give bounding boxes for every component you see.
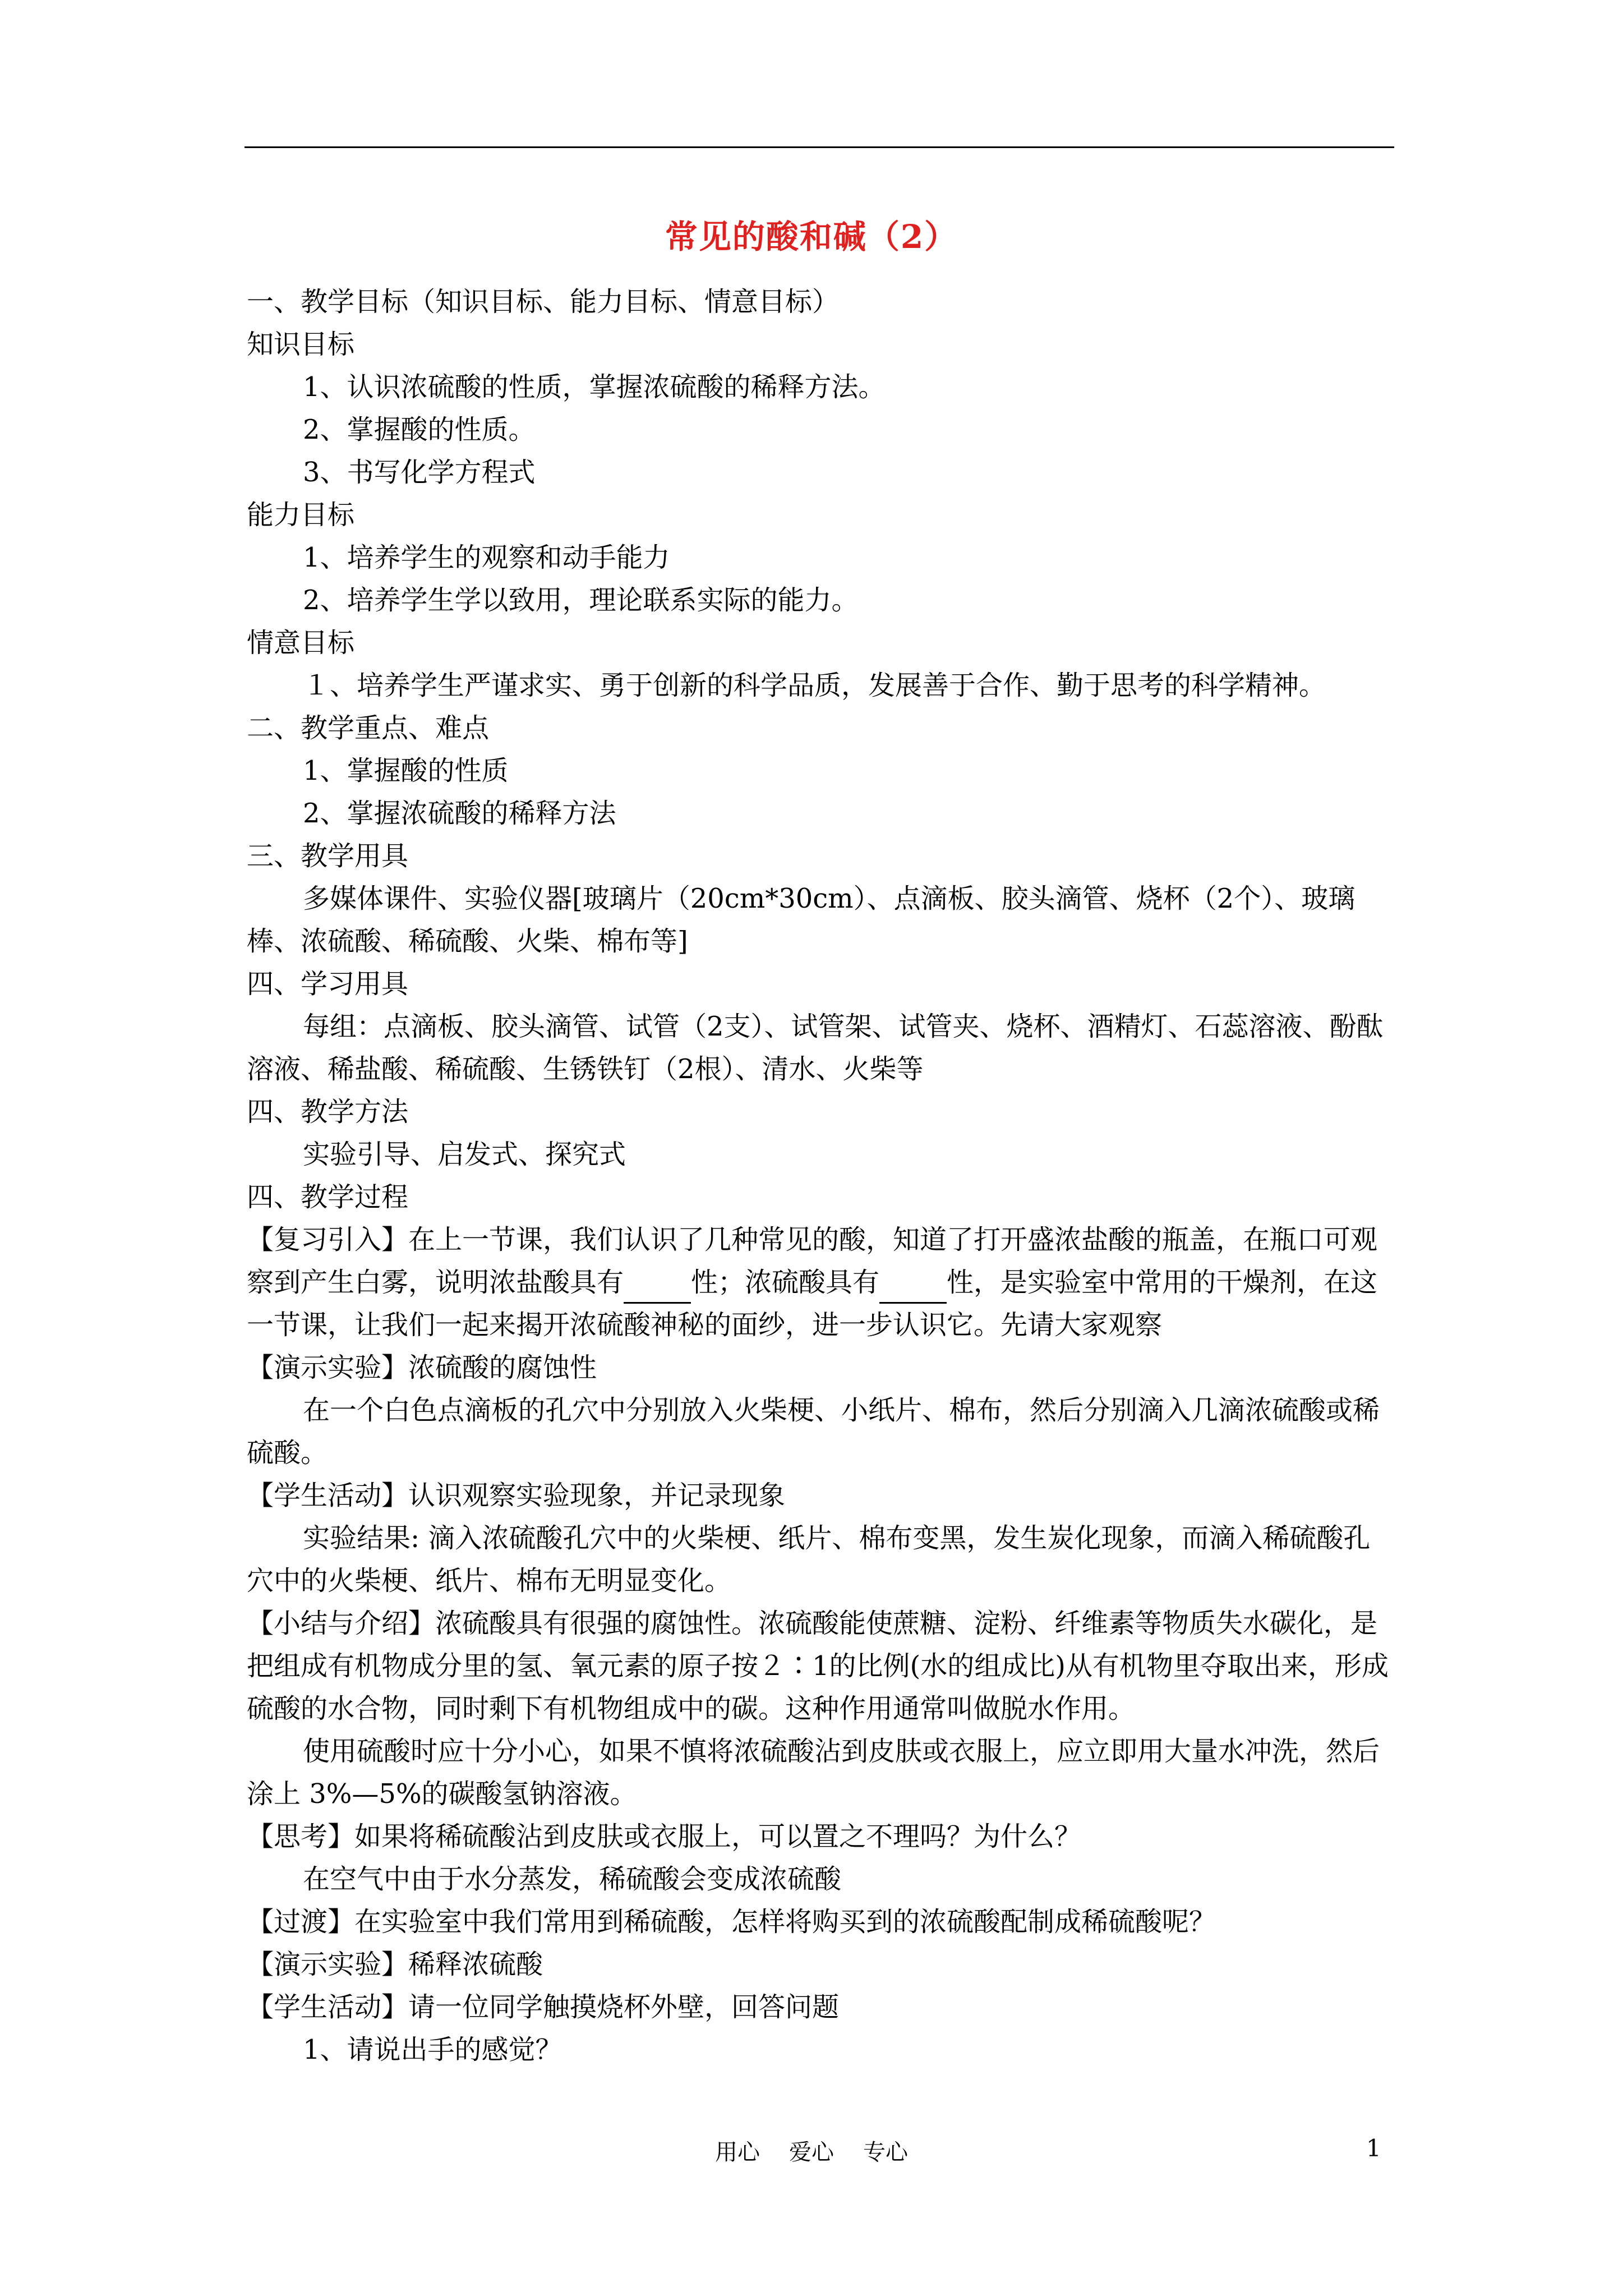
process-paragraph: 【学生活动】认识观察实验现象，并记录现象	[247, 1480, 786, 1511]
header-rule	[245, 146, 1394, 148]
subheading: 情意目标	[247, 627, 355, 659]
list-item: 1、掌握酸的性质	[303, 755, 509, 786]
process-paragraph: 【小结与介绍】浓硫酸具有很强的腐蚀性。浓硫酸能使蔗糖、淀粉、纤维素等物质失水碳化，是把组成有机物成分里的氢、氧元素的原子按２∶1的比例(水的组成比)从有机物里夺取出来，形成硫酸的水合物，同时剩下有机物组成中的碳。这种作用通常叫做脱水作用。	[247, 1608, 1389, 1724]
process-paragraph: 在一个白色点滴板的孔穴中分别放入火柴梗、小纸片、棉布，然后分别滴入几滴浓硫酸或稀硫酸。	[247, 1395, 1380, 1469]
section-heading: 四、学习用具	[247, 968, 409, 1000]
section-heading: 四、教学方法	[247, 1096, 409, 1128]
process-paragraph: 在空气中由于水分蒸发，稀硫酸会变成浓硫酸	[303, 1864, 842, 1895]
list-item: 2、掌握浓硫酸的稀释方法	[303, 798, 616, 829]
section-heading: 一、教学目标（知识目标、能力目标、情意目标）	[247, 286, 840, 318]
paragraph: 每组：点滴板、胶头滴管、试管（2支）、试管架、试管夹、烧杯、酒精灯、石蕊溶液、酚酞溶液、稀盐酸、稀硫酸、生锈铁钉（2根）、清水、火柴等	[247, 1011, 1384, 1085]
list-item: 实验引导、启发式、探究式	[303, 1139, 626, 1170]
process-paragraph: 【学生活动】请一位同学触摸烧杯外壁，回答问题	[247, 1991, 840, 2023]
list-item: 1、培养学生的观察和动手能力	[303, 542, 670, 573]
section-heading: 四、教学过程	[247, 1181, 409, 1213]
list-item: 3、书写化学方程式	[303, 457, 536, 488]
document-body	[247, 280, 1396, 2071]
list-item: 2、培养学生学以致用，理论联系实际的能力。	[303, 585, 859, 616]
process-paragraph: 【思考】如果将稀硫酸沾到皮肤或衣服上，可以置之不理吗？为什么？	[247, 1821, 1082, 1852]
subheading: 能力目标	[247, 499, 355, 531]
review-label: 【复习引入】	[247, 1224, 409, 1255]
section-heading: 三、教学用具	[247, 840, 409, 872]
page-title: 常见的酸和碱（2）	[665, 218, 958, 256]
list-item: １、培养学生严谨求实、勇于创新的科学品质，发展善于合作、勤于思考的科学精神。	[303, 670, 1326, 701]
list-item: 2、掌握酸的性质。	[303, 414, 536, 445]
fill-blank	[879, 1277, 947, 1304]
list-item: 1、认识浓硫酸的性质，掌握浓硫酸的稀释方法。	[303, 371, 886, 403]
process-paragraph: 实验结果: 滴入浓硫酸孔穴中的火柴梗、纸片、棉布变黑，发生炭化现象，而滴入稀硫酸孔穴中的火柴梗、纸片、棉布无明显变化。	[247, 1522, 1371, 1596]
process-paragraph: 【演示实验】稀释浓硫酸	[247, 1949, 543, 1980]
section-heading: 二、教学重点、难点	[247, 712, 490, 744]
subheading: 知识目标	[247, 329, 355, 360]
review-paragraph: 【复习引入】在上一节课，我们认识了几种常见的酸，知道了打开盛浓盐酸的瓶盖，在瓶口可观察到产生白雾，说明浓盐酸具有 性；浓硫酸具有 性，是实验室中常用的干燥剂，在这一节课，让我们一起来揭开浓硫酸神秘的面纱，进一步认识它。先请大家观察	[247, 1224, 1378, 1341]
process-paragraph: 使用硫酸时应十分小心，如果不慎将浓硫酸沾到皮肤或衣服上，应立即用大量水冲洗，然后涂上 3%—5%的碳酸氢钠溶液。	[247, 1736, 1380, 1810]
footer-motto: 用心 爱心 专心	[715, 2139, 908, 2165]
process-paragraph: 【演示实验】浓硫酸的腐蚀性	[247, 1352, 597, 1383]
process-paragraph: 【过渡】在实验室中我们常用到稀硫酸，怎样将购买到的浓硫酸配制成稀硫酸呢？	[247, 1906, 1216, 1938]
process-paragraph: 1、请说出手的感觉？	[303, 2034, 562, 2065]
paragraph: 多媒体课件、实验仪器[玻璃片（20cm*30cm）、点滴板、胶头滴管、烧杯（2个）、玻璃棒、浓硫酸、稀硫酸、火柴、棉布等]	[247, 883, 1355, 957]
page-number: 1	[1366, 2134, 1381, 2162]
fill-blank	[624, 1277, 691, 1304]
